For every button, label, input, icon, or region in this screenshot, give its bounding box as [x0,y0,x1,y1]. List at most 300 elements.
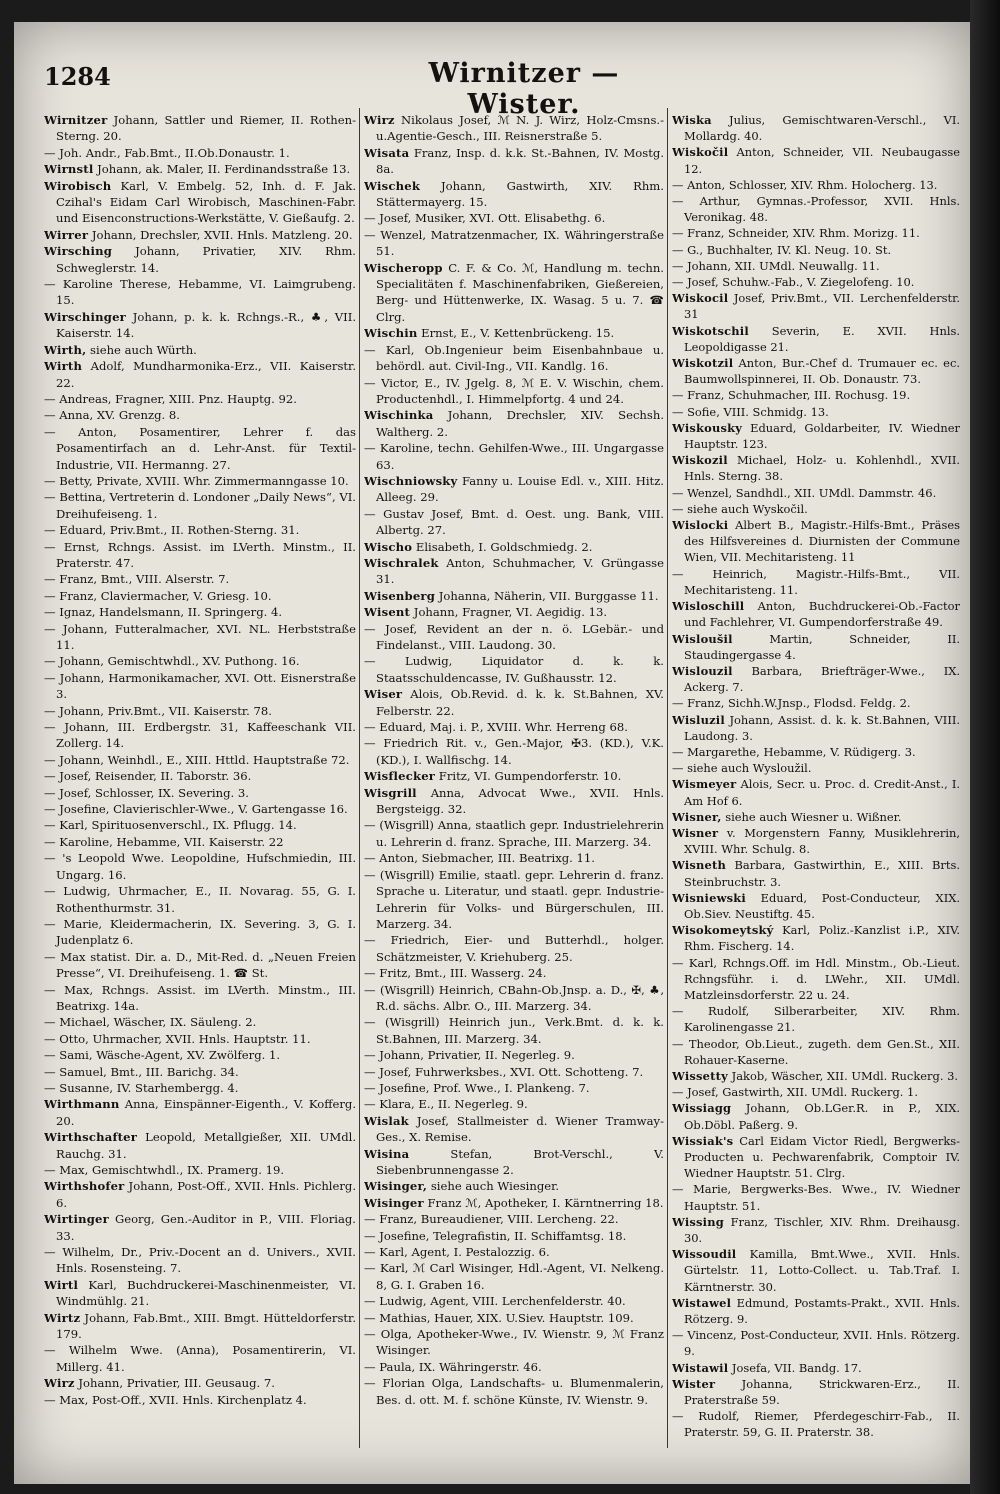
entry-surname: Wislocki [672,518,729,533]
directory-entry [44,571,356,587]
entry-surname: Wirobisch [44,178,112,193]
entry-details: Johann, Sattler und Riemer, II. Rothen-Sterng. 20. [56,113,356,144]
entry-details: — Ernst, Rchngs. Assist. im LVerth. Minstm., II. Praterstr. 47. [44,539,356,570]
entry-details: — Franz, Bureaudiener, VIII. Lercheng. 22. [364,1212,619,1227]
entry-surname: Wirthschafter [44,1130,138,1145]
entry-surname: Wirth [44,359,83,374]
directory-entry [44,653,356,669]
entry-surname: Wischin [364,326,418,341]
entry-surname: Wirz [364,113,395,127]
entry-details: — siehe auch Wysloužil. [672,761,812,776]
directory-entry [672,760,960,776]
directory-entry [364,506,664,539]
entry-details: Johann, Gastwirth, XIV. Rhm. Stättermayerg. 15. [376,178,664,210]
directory-entry [364,735,664,768]
directory-entry [44,424,356,473]
entry-details: — Johann, III. Erdbergstr. 31, Kaffeeschank VII. Zollerg. 14. [44,720,356,751]
directory-entry [672,1295,960,1327]
entry-surname: Wisluzil [672,712,725,727]
entry-surname: Wirtz [44,1310,81,1325]
entry-details: — Bettina, Vertreterin d. Londoner „Daily News“, VI. Dreihufeiseng. 1. [44,490,356,521]
directory-entry [44,1392,356,1408]
entry-details: — Ludwig, Uhrmacher, E., II. Novarag. 55, G. I. Rothenthurmstr. 31. [44,884,356,915]
entry-details: — Johann, Weinhdl., E., XIII. Httld. Hauptstraße 72. [44,752,350,767]
directory-entry [364,1047,664,1063]
entry-details: — Franz, Schuhmacher, III. Rochusg. 19. [672,388,911,403]
entry-details: Eduard, Post-Conducteur, XIX. Ob.Siev. Neustiftg. 45. [684,890,960,921]
directory-entry [364,260,664,326]
directory-entry [364,604,664,620]
entry-surname: Wiskozil [672,453,728,468]
entry-surname: Wirnitzer [44,113,108,127]
entry-details: Adolf, Mundharmonika-Erz., VII. Kaiserstr. 22. [56,359,356,390]
entry-details: Johann, Drechsler, XVII. Hnls. Matzleng. 20. [91,227,353,242]
directory-entry [44,1342,356,1375]
directory-entry [672,890,960,922]
entry-details: — Wenzel, Matratzenmacher, IX. Währingerstraße 51. [364,227,664,259]
entry-details: Anton, Bur.-Chef d. Trumauer ec. ec. Baumwollspinnerei, II. Ob. Donaustr. 73. [684,356,960,387]
entry-surname: Wislak [364,1113,409,1128]
directory-entry [672,1036,960,1068]
directory-entry [44,161,356,177]
entry-surname: Wischeropp [364,260,443,275]
entry-details: — Eduard, Priv.Bmt., II. Rothen-Sterng. 31. [44,523,300,538]
entry-details: — Franz, Sichh.W.Jnsp., Flodsd. Feldg. 2. [672,696,911,711]
directory-entry [44,489,356,522]
entry-details: — Vincenz, Post-Conducteur, XVII. Hnls. Rötzerg. 9. [672,1328,960,1359]
entry-details: — Karoline, Hebamme, VII. Kaiserstr. 22 [44,834,284,849]
directory-entry [44,949,356,982]
directory-entry [672,112,960,144]
entry-surname: Wiskotschil [672,323,749,338]
entry-details: — Johann, Privatier, II. Negerleg. 9. [364,1048,575,1063]
entry-details: — Susanne, IV. Starhembergg. 4. [44,1080,239,1095]
directory-entry [672,258,960,274]
directory-entry [44,1064,356,1080]
entry-details: Johann, Fragner, VI. Aegidig. 13. [413,605,608,620]
entry-details: Alois, Ob.Revid. d. k. k. St.Bahnen, XV. Felberstr. 22. [376,687,664,718]
directory-entry [364,817,664,850]
entry-details: — Fritz, Bmt., III. Wasserg. 24. [364,966,547,981]
entry-details: — Victor, E., IV. Jgelg. 8, ℳ E. V. Wischin, chem. Productenhdl., I. Himmelpfortg. 4 und 24. [364,375,664,406]
entry-details: — Johann, XII. UMdl. Neuwallg. 11. [672,258,880,273]
directory-entry [364,850,664,866]
entry-details: — Mathias, Hauer, XIX. U.Siev. Hauptstr. 109. [364,1310,634,1325]
directory-entry [44,703,356,719]
directory-entry [44,1178,356,1211]
directory-entry [44,1129,356,1162]
directory-entry [44,112,356,145]
entry-details: C. F. & Co. ℳ, Handlung m. techn. Specialitäten f. Maschinenfabriken, Gießereien, Berg- und Hüttenwerke, IX. Wasag. 5 u. 7. ☎ Clrg. [376,260,664,324]
column-rule [667,108,668,1448]
entry-surname: Wirtl [44,1277,79,1292]
directory-entry [44,834,356,850]
entry-details: — Max, Rchngs. Assist. im LVerth. Minstm., III. Beatrixg. 14a. [44,982,356,1013]
entry-details: — Josef, Revident an der n. ö. LGebär.- und Findelanst., VIII. Laudong. 30. [364,621,664,652]
entry-details: Leopold, Metallgießer, XII. UMdl. Rauchg. 31. [56,1130,356,1161]
directory-entry [364,227,664,260]
directory-entry [44,850,356,883]
entry-details: — Max, Gemischtwhdl., IX. Pramerg. 19. [44,1163,285,1177]
entry-details: — Josef, Schlosser, IX. Severing. 3. [44,785,249,800]
entry-details: — Florian Olga, Landschafts- u. Blumenmalerin, Bes. d. ott. M. f. schöne Künste, IV. Wienstr. 9. [364,1376,664,1407]
entry-details: — (Wisgrill) Heinrich jun., Verk.Bmt. d. k. k. St.Bahnen, III. Marzerg. 34. [364,1015,664,1046]
directory-entry [672,825,960,857]
entry-details: Carl Eidam Victor Riedl, Bergwerks-Producten u. Pechwarenfabrik, Comptoir IV. Wiedner Hauptstr. 51. Clrg. [684,1133,960,1181]
directory-entry [672,485,960,501]
entry-details: Fritz, VI. Gumpendorferstr. 10. [438,769,622,784]
entry-details: — Josef, Gastwirth, XII. UMdl. Ruckerg. 1. [672,1085,918,1100]
directory-entry [364,145,664,178]
directory-entry [672,1100,960,1132]
directory-entry [44,670,356,703]
directory-entry [364,1211,664,1227]
directory-entry [672,744,960,760]
directory-entry [672,1327,960,1359]
entry-details: — Johann, Harmonikamacher, XVI. Ott. Eisnerstraße 3. [44,670,356,702]
directory-entry [364,375,664,408]
directory-entry [672,274,960,290]
entry-details: — Anton, Siebmacher, III. Beatrixg. 11. [364,851,595,866]
column-2 [364,112,664,1452]
directory-entry [672,1360,960,1376]
directory-entry [672,290,960,322]
entry-details: siehe auch Wiesinger. [430,1179,560,1194]
entry-details: Barbara, Gastwirthin, E., XIII. Brts. Steinbruchstr. 3. [684,858,960,889]
entry-details: Anna, Advocat Wwe., XVII. Hnls. Bergsteigg. 32. [376,785,664,817]
directory-entry [44,1277,356,1310]
entry-surname: Wischralek [364,555,439,570]
entry-details: Eduard, Goldarbeiter, IV. Wiedner Hauptstr. 123. [684,420,960,452]
entry-surname: Wisgrill [364,785,417,800]
entry-details: — Karl, Agent, I. Pestalozzig. 6. [364,1245,550,1260]
entry-details: Anna, Einspänner-Eigenth., V. Kofferg. 20. [56,1097,356,1128]
directory-entry [364,112,664,145]
entry-details: Jakob, Wäscher, XII. UMdl. Ruckerg. 3. [731,1068,959,1083]
entry-details: — Anton, Schlosser, XIV. Rhm. Holocherg. 13. [672,177,938,192]
column-rule [359,108,360,1448]
entry-details: — Max, Post-Off., XVII. Hnls. Kirchenplatz 4. [44,1392,307,1407]
entry-details: v. Morgenstern Fanny, Musiklehrerin, XVIII. Whr. Schulg. 8. [684,825,960,857]
directory-entry [44,407,356,423]
entry-details: — (Wisgrill) Heinrich, CBahn-Ob.Jnsp. a. D., ✠, ♣, R.d. sächs. Albr. O., III. Marzerg. 34. [364,982,664,1013]
entry-surname: Wissing [672,1214,724,1229]
directory-entry [44,1244,356,1277]
entry-surname: Wisent [364,605,411,620]
directory-entry [364,588,664,604]
entry-details: — 's Leopold Wwe. Leopoldine, Hufschmiedin, III. Ungarg. 16. [44,851,356,882]
directory-entry [672,922,960,954]
entry-details: Elisabeth, I. Goldschmiedg. 2. [415,539,593,554]
entry-details: — Josef, Schuhw.-Fab., V. Ziegelofeng. 10. [672,275,915,290]
entry-details: — Friedrich Rit. v., Gen.-Major, ✠3. (KD.), V.K. (KD.), I. Wallfischg. 14. [364,736,664,767]
entry-details: — Theodor, Ob.Lieut., zugeth. dem Gen.St., XII. Rohauer-Kaserne. [672,1036,960,1067]
entry-details: Anton, Schuhmacher, V. Grüngasse 31. [376,555,664,587]
column-3 [672,112,960,1452]
entry-details: — Andreas, Fragner, XIII. Pnz. Hauptg. 92. [44,391,297,406]
entry-surname: Wislouzil [672,663,733,678]
entry-details: Johann, Privatier, III. Geusaug. 7. [78,1376,275,1391]
directory-entry [44,719,356,752]
entry-details: Barbara, Briefträger-Wwe., IX. Ackerg. 7. [684,663,960,695]
entry-details: — Sofie, VIII. Schmidg. 13. [672,404,829,419]
directory-entry [364,1014,664,1047]
entry-details: — Marie, Bergwerks-Bes. Wwe., IV. Wiedner Hauptstr. 51. [672,1182,960,1213]
directory-entry [44,178,356,227]
directory-entry [672,1133,960,1182]
directory-entry [672,695,960,711]
entry-details: — Josef, Fuhrwerksbes., XVI. Ott. Schotteng. 7. [364,1064,644,1079]
entry-details: siehe auch Wiesner u. Wißner. [725,809,902,824]
directory-entry [672,193,960,225]
entry-details: — Johann, Gemischtwhdl., XV. Puthong. 16. [44,654,300,669]
entry-surname: Wischo [364,539,413,554]
directory-entry [44,817,356,833]
entry-details: Edmund, Postamts-Prakt., XVII. Hnls. Rötzerg. 9. [684,1295,960,1327]
directory-entry [44,1310,356,1343]
entry-details: Johann, Ob.LGer.R. in P., XIX. Ob.Döbl. Paßerg. 9. [684,1101,960,1132]
entry-details: — (Wisgrill) Emilie, staatl. gepr. Lehrerin d. franz. Sprache u. Literatur, und staatl. gepr. Industrie-Lehrerin für Volks- und Bürgerschulen, III. Marzerg. 34. [364,867,664,931]
directory-entry [672,501,960,517]
directory-entry [364,686,664,719]
entry-details: — Josef, Reisender, II. Taborstr. 36. [44,769,252,784]
entry-surname: Wisina [364,1146,410,1161]
entry-details: — Eduard, Maj. i. P., XVIII. Whr. Herreng 68. [364,720,628,735]
entry-surname: Wischinka [364,408,434,423]
directory-entry [44,883,356,916]
directory-entry [364,1080,664,1096]
directory-entry [364,555,664,588]
entry-details: Johanna, Strickwaren-Erz., II. Praterstraße 59. [684,1376,960,1408]
entry-details: — Rudolf, Riemer, Pferdegeschirr-Fab., II. Praterstr. 59, G. II. Praterstr. 38. [672,1409,960,1440]
entry-details: Franz ℳ, Apotheker, I. Kärntnerring 18. [427,1195,664,1210]
entry-details: — Wilhelm, Dr., Priv.-Docent an d. Univers., XVII. Hnls. Rosensteing. 7. [44,1245,356,1276]
directory-entry [672,242,960,258]
entry-surname: Wiskotzil [672,356,734,371]
entry-details: — Franz, Claviermacher, V. Griesg. 10. [44,588,272,603]
entry-details: — Josef, Musiker, XVI. Ott. Elisabethg. 6. [364,211,606,226]
entry-details: — Josefine, Telegrafistin, II. Schiffamtsg. 18. [364,1228,627,1243]
directory-entry [672,1181,960,1213]
entry-details: Fanny u. Louise Edl. v., XIII. Hitz. Alleeg. 29. [376,473,664,505]
directory-entry [44,522,356,538]
entry-surname: Wiska [672,113,712,127]
entry-surname: Wismeyer [672,777,737,792]
directory-entry [44,982,356,1015]
directory-entry [44,1375,356,1391]
entry-details: Franz, Tischler, XIV. Rhm. Dreihausg. 30. [684,1214,960,1246]
directory-entry [44,243,356,276]
entry-details: — Wenzel, Sandhdl., XII. UMdl. Dammstr. 46. [672,485,937,500]
entry-details: Johanna, Näherin, VII. Burggasse 11. [438,588,659,603]
directory-entry [672,1003,960,1035]
directory-entry [364,178,664,211]
entry-details: Josef, Priv.Bmt., VII. Lerchenfelderstr. 31 [684,291,960,322]
directory-entry [364,1326,664,1359]
entry-surname: Wirnstl [44,162,94,177]
entry-details: — Johann, Futteralmacher, XVI. NL. Herbststraße 11. [44,621,356,652]
directory-entry [672,225,960,241]
directory-entry [44,785,356,801]
entry-details: Franz, Insp. d. k.k. St.-Bahnen, IV. Mostg. 8a. [376,145,664,177]
entry-surname: Wisloušil [672,631,733,646]
entry-surname: Wisloschill [672,599,745,614]
entry-details: — Rudolf, Silberarbeiter, XIV. Rhm. Karolinengasse 21. [672,1004,960,1035]
entry-details: — Heinrich, Magistr.-Hilfs-Bmt., VII. Mechitaristeng. 11. [672,566,960,597]
entry-details: — Arthur, Gymnas.-Professor, XVII. Hnls. Veronikag. 48. [672,194,960,225]
entry-surname: Wiskocil [672,291,729,306]
entry-surname: Wirthshofer [44,1179,125,1194]
directory-entry [672,1246,960,1295]
entry-surname: Wisata [364,145,410,160]
directory-entry [44,1080,356,1096]
directory-entry [672,177,960,193]
entry-surname: Wirth, [44,342,87,357]
entry-surname: Wisokomeytský [672,923,774,938]
entry-details: Johann, Fab.Bmt., XIII. Bmgt. Hütteldorferstr. 179. [56,1310,356,1342]
entry-surname: Wissiagg [672,1101,732,1116]
directory-entry [44,1047,356,1063]
directory-entry [44,1162,356,1178]
entry-details: — Max statist. Dir. a. D., Mit-Red. d. „Neuen Freien Presse“, VI. Dreihufeiseng. 1. ☎ St. [44,949,356,981]
entry-surname: Wistawil [672,1360,729,1375]
directory-entry [364,932,664,965]
entry-surname: Wisner [672,825,719,840]
directory-entry [364,210,664,226]
entry-details: Severin, E. XVII. Hnls. Leopoldigasse 21. [684,323,960,354]
entry-details: — Josefine, Prof. Wwe., I. Plankeng. 7. [364,1080,590,1095]
entry-surname: Wiskousky [672,420,743,435]
directory-entry [672,355,960,387]
directory-entry [44,1211,356,1244]
entry-details: — Karl, Rchngs.Off. im Hdl. Minstm., Ob.-Lieut. Rchngsführ. i. d. LWehr., XII. UMdl. Matzleinsdorferstr. 22 u. 24. [672,955,960,1002]
directory-entry [364,1310,664,1326]
entry-details: — Franz, Schneider, XIV. Rhm. Morizg. 11. [672,226,920,241]
directory-entry [44,145,356,161]
entry-surname: Wissoudil [672,1247,737,1262]
directory-entry [364,325,664,341]
entry-details: — Karl, Spirituosenverschl., IX. Pflugg. 14. [44,818,297,833]
directory-entry [672,387,960,403]
directory-entry [364,1096,664,1112]
directory-entry [364,982,664,1015]
directory-entry [672,1214,960,1246]
entry-details: Stefan, Brot-Verschl., V. Siebenbrunnengasse 2. [376,1146,664,1177]
directory-entry [44,752,356,768]
column-1 [44,112,356,1452]
entry-details: Karl, V. Embelg. 52, Inh. d. F. Jak. Czihal's Eidam Carl Wirobisch, Maschinen-Fabr. und Eisenconstructions-Werkstätte, V. Gießaufg. 2. [56,178,356,226]
directory-entry [672,404,960,420]
directory-entry [364,719,664,735]
entry-surname: Wirsching [44,244,113,259]
directory-entry [672,452,960,484]
entry-details: — Ignaz, Handelsmann, II. Springerg. 4. [44,605,283,620]
directory-entry [364,1375,664,1408]
directory-entry [44,358,356,391]
entry-details: — Anton, Posamentirer, Lehrer f. das Posamentirfach an d. Lehr-Anst. für Textil-Industrie, VII. Hermanng. 27. [44,424,356,472]
directory-entry [672,144,960,176]
entry-details: — Anna, XV. Grenzg. 8. [44,408,180,423]
page-number: 1284 [44,62,111,91]
directory-entry [672,420,960,452]
directory-entry [364,1293,664,1309]
entry-details: — Friedrich, Eier- und Butterhdl., holger. Schätzmeister, V. Kriehuberg. 25. [364,933,664,964]
entry-details: Martin, Schneider, II. Staudingergasse 4. [684,631,960,662]
entry-details: Johann, p. k. k. Rchngs.-R., ♣, VII. Kaiserstr. 14. [56,309,356,341]
entry-surname: Wirz [44,1376,75,1391]
entry-surname: Wister [672,1376,716,1391]
entry-surname: Wischek [364,178,421,193]
entry-surname: Wistawel [672,1295,732,1310]
directory-entry [44,768,356,784]
running-title: Wirnitzer — Wister. [428,58,620,120]
entry-details: — Otto, Uhrmacher, XVII. Hnls. Hauptstr. 11. [44,1031,311,1046]
directory-entry [364,1260,664,1293]
entry-surname: Wisner, [672,809,722,824]
entry-details: Julius, Gemischtwaren-Verschl., VI. Mollardg. 40. [684,113,960,144]
entry-surname: Wisinger, [364,1179,428,1194]
directory-entry [44,1096,356,1129]
directory-entry [364,407,664,440]
directory-entry [364,785,664,818]
entry-details: Josefa, VII. Bandg. 17. [731,1360,862,1375]
directory-entry [364,867,664,933]
directory-entry [364,1195,664,1211]
entry-surname: Wisflecker [364,769,436,784]
directory-entry [364,653,664,686]
directory-entry [364,440,664,473]
entry-details: Johann, Privatier, XIV. Rhm. Schweglerstr. 14. [56,244,356,275]
entry-surname: Wiskočil [672,145,729,160]
entry-details: — Ludwig, Agent, VIII. Lerchenfelderstr. 40. [364,1294,626,1309]
directory-entry [44,539,356,572]
entry-surname: Wisniewski [672,890,746,905]
entry-details: — Karl, ℳ Carl Wisinger, Hdl.-Agent, VI. Nelkeng. 8, G. I. Graben 16. [364,1261,664,1292]
directory-entry [44,588,356,604]
entry-details: Karl, Buchdruckerei-Maschinenmeister, VI. Windmühlg. 21. [56,1277,356,1309]
entry-details: Albert B., Magistr.-Hilfs-Bmt., Präses des Hilfsvereines d. Diurnisten der Commune Wien, VII. Mechitaristeng. 11 [684,518,960,565]
entry-details: Johann, ak. Maler, II. Ferdinandsstraße 13. [97,162,351,177]
directory-entry [44,801,356,817]
directory-entry [672,809,960,825]
entry-details: — Betty, Private, XVIII. Whr. Zimmermanngasse 10. [44,473,349,488]
entry-details: Kamilla, Bmt.Wwe., XVII. Hnls. Gürtelstr. 11, Lotto-Collect. u. Tab.Traf. I. Kärntnerstr. 30. [684,1247,960,1294]
directory-entry [44,621,356,654]
entry-details: — Paula, IX. Währingerstr. 46. [364,1359,542,1374]
entry-details: — Franz, Bmt., VIII. Alserstr. 7. [44,572,230,587]
directory-entry [44,342,356,358]
directory-entry [672,1084,960,1100]
entry-details: Ernst, E., V. Kettenbrückeng. 15. [421,326,615,341]
entry-details: siehe auch Würth. [90,342,197,357]
entry-details: Johann, Assist. d. k. k. St.Bahnen, VIII. Laudong. 3. [684,712,960,743]
directory-entry [672,323,960,355]
entry-details: — Joh. Andr., Fab.Bmt., II.Ob.Donaustr. 1. [44,145,290,160]
entry-surname: Wisinger [364,1195,424,1210]
directory-entry [44,227,356,243]
entry-details: Georg, Gen.-Auditor in P., VIII. Floriag. 33. [56,1212,356,1243]
directory-entry [672,517,960,566]
directory-entry [364,1244,664,1260]
entry-details: — Wilhelm Wwe. (Anna), Posamentirerin, VI. Millerg. 41. [44,1343,356,1374]
entry-details: — Johann, Priv.Bmt., VII. Kaiserstr. 78. [44,703,272,718]
directory-entry [44,1031,356,1047]
entry-details: — Karoline, techn. Gehilfen-Wwe., III. Ungargasse 63. [364,441,664,472]
directory-entry [672,776,960,808]
directory-entry [364,1146,664,1179]
entry-surname: Wirthmann [44,1097,120,1112]
directory-entry [672,1376,960,1408]
